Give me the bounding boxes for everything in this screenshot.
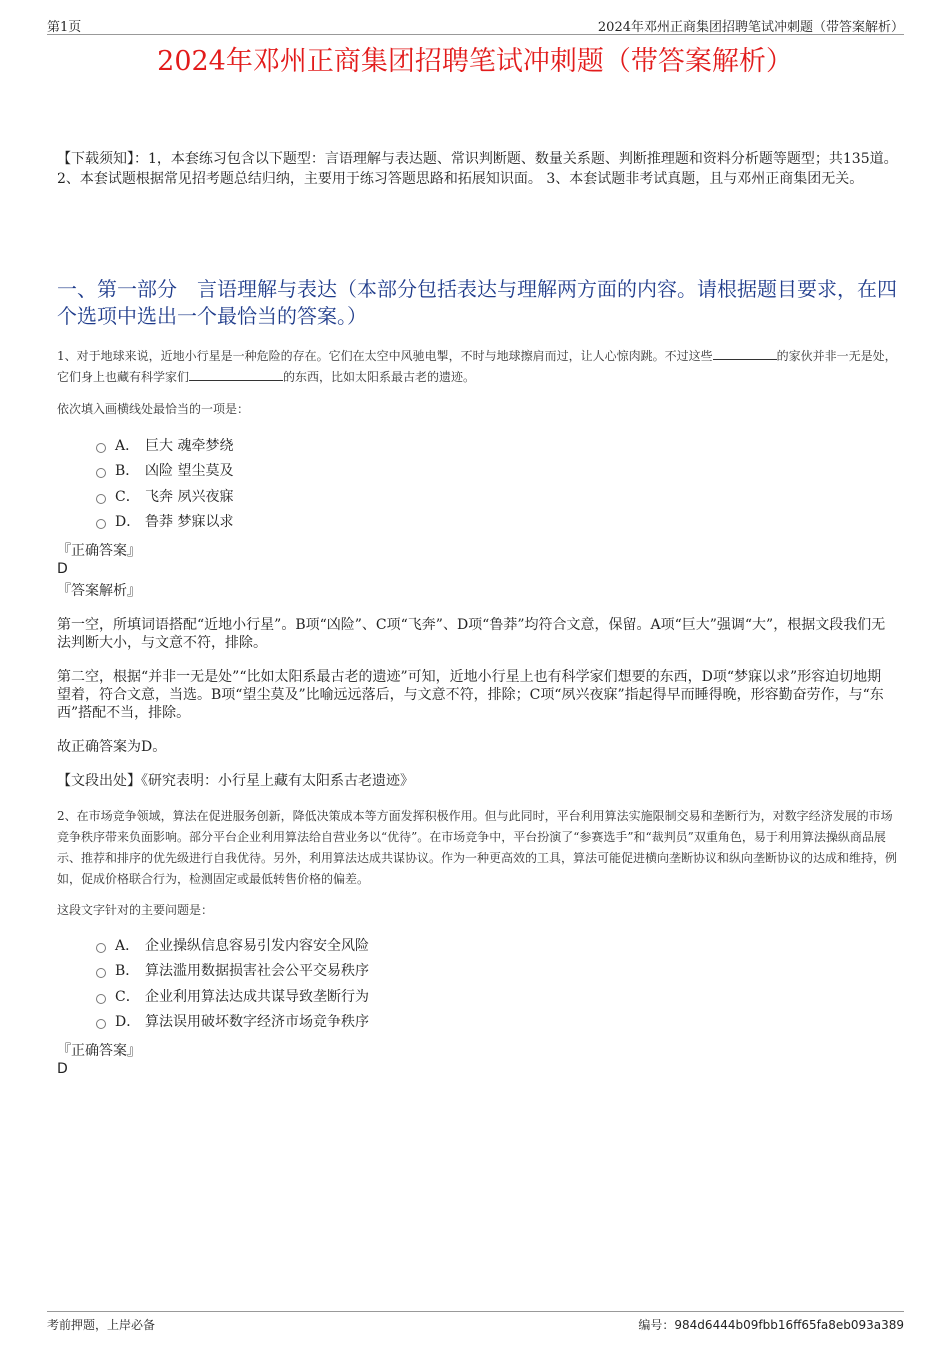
- radio-button[interactable]: [96, 468, 106, 478]
- footer-code-label: 编号：: [638, 1318, 675, 1332]
- option-key: A．: [115, 937, 140, 954]
- option-key: B．: [115, 963, 140, 980]
- option-text: 企业利用算法达成共谋导致垄断行为: [145, 988, 369, 1005]
- option-a[interactable]: [96, 432, 233, 458]
- footer-code: [638, 1316, 904, 1333]
- option-key: D．: [115, 1014, 141, 1031]
- analysis-paragraph-2: 第二空，根据“并非一无是处”“比如太阳系最古老的遗迹”可知，近地小行星上也有科学家们想要的东西，D项“梦寐以求”形容迫切地期望着，符合文意，当选。B项“望尘莫及”比喻远远落后，与文意不符，排除；C项“夙兴夜寐”指起得早而睡得晚，形容勤奋劳作，与“东西”搭配不当，排除。: [57, 669, 884, 721]
- option-text: 凶险 望尘莫及: [145, 463, 234, 480]
- option-b[interactable]: [96, 458, 233, 484]
- footer-code-value: 984d6444b09fbb16ff65fa8eb093a389: [674, 1318, 904, 1332]
- answer-value: D: [57, 1061, 68, 1077]
- fill-blank-1: [713, 347, 777, 360]
- option-text: 巨大 魂牵梦绕: [145, 437, 234, 454]
- option-text: 算法滥用数据损害社会公平交易秩序: [145, 963, 369, 980]
- question-1-options: [96, 432, 233, 534]
- source-citation: 【文段出处】《研究表明：小行星上藏有太阳系古老遗迹》: [57, 773, 414, 789]
- analysis-paragraph-1: 第一空，所填词语搭配“近地小行星”。B项“凶险”、C项“飞奔”、D项“鲁莽”均符合文意，保留。A项“巨大”强调“大”，根据文段我们无法判断大小，与文意不符，排除。: [57, 617, 886, 651]
- radio-button[interactable]: [96, 443, 106, 453]
- option-text: 飞奔 夙兴夜寐: [145, 488, 234, 505]
- option-c[interactable]: [96, 983, 369, 1009]
- question-2-text: 2、在市场竞争领域，算法在促进服务创新，降低决策成本等方面发挥积极作用。但与此同时，平台利用算法实施限制交易和垄断行为，对数字经济发展的市场竞争秩序带来负面影响。部分平台企业利用算法给自营业务以“优待”。在市场竞争中，平台扮演了“参赛选手”和“裁判员”双重角色，易于利用算法操纵商品展示、推荐和排序的优先级进行自我优待。另外，利用算法达成共谋协议。作为一种更高效的工具，算法可能促进横向垄断协议和纵向垄断协议的达成和维持，例如，促成价格联合行为，检测固定或最低转售价格的偏差。: [57, 809, 898, 886]
- radio-button[interactable]: [96, 519, 106, 529]
- radio-button[interactable]: [96, 994, 106, 1004]
- radio-button[interactable]: [96, 1019, 106, 1029]
- question-1-prompt: 依次填入画横线处最恰当的一项是：: [57, 402, 250, 416]
- answer-value: D: [57, 561, 68, 577]
- download-notice: 【下载须知】：1，本套练习包含以下题型：言语理解与表达题、常识判断题、数量关系题、判断推理题和资料分析题等题型；共135道。 2、本套试题根据常见招考题总结归纳，主要用于练习答题思路和拓展知识面。 3、本套试题非考试真题，且与邓州正商集团无关。: [57, 151, 898, 187]
- question-1-text-part-a: 1、对于地球来说，近地小行星是一种危险的存在。它们在太空中风驰电掣，不时与地球擦肩而过，让人心惊肉跳。不过这些: [57, 349, 713, 363]
- radio-button[interactable]: [96, 943, 106, 953]
- option-key: B．: [115, 463, 140, 480]
- page-footer: [47, 1311, 904, 1332]
- option-a[interactable]: [96, 932, 369, 958]
- page-number-label: 第1页: [47, 20, 82, 35]
- option-key: D．: [115, 514, 141, 531]
- question-1-text: [57, 346, 900, 388]
- option-key: C．: [115, 988, 140, 1005]
- header-doc-title: 2024年邓州正商集团招聘笔试冲刺题（带答案解析）: [597, 20, 904, 35]
- radio-button[interactable]: [96, 968, 106, 978]
- option-b[interactable]: [96, 958, 369, 984]
- analysis-label: 『答案解析』: [57, 583, 141, 599]
- option-d[interactable]: [96, 509, 233, 535]
- question-2-options: [96, 932, 369, 1034]
- option-text: 算法误用破坏数字经济市场竞争秩序: [145, 1014, 369, 1031]
- fill-blank-2: [189, 368, 283, 381]
- option-key: A．: [115, 437, 140, 454]
- page-header: [47, 14, 904, 35]
- option-text: 鲁莽 梦寐以求: [145, 514, 234, 531]
- question-2-prompt: 这段文字针对的主要问题是：: [57, 903, 214, 917]
- answer-label: 『正确答案』: [57, 543, 141, 559]
- document-title: 2024年邓州正商集团招聘笔试冲刺题（带答案解析）: [157, 46, 793, 77]
- answer-label: 『正确答案』: [57, 1043, 141, 1059]
- option-text: 企业操纵信息容易引发内容安全风险: [145, 937, 369, 954]
- question-1-text-part-b: 的家伙并非一无是处，它们身上也藏有科学家们: [57, 349, 897, 384]
- footer-slogan: 考前押题，上岸必备: [47, 1318, 156, 1332]
- radio-button[interactable]: [96, 494, 106, 504]
- section-heading: 一、第一部分 言语理解与表达（本部分包括表达与理解两方面的内容。请根据题目要求，在四个选项中选出一个最恰当的答案。）: [57, 277, 897, 328]
- option-d[interactable]: [96, 1009, 369, 1035]
- option-c[interactable]: [96, 483, 233, 509]
- option-key: C．: [115, 488, 140, 505]
- question-1-text-part-c: 的东西，比如太阳系最古老的遗迹。: [283, 370, 476, 384]
- analysis-conclusion: 故正确答案为D。: [57, 739, 167, 755]
